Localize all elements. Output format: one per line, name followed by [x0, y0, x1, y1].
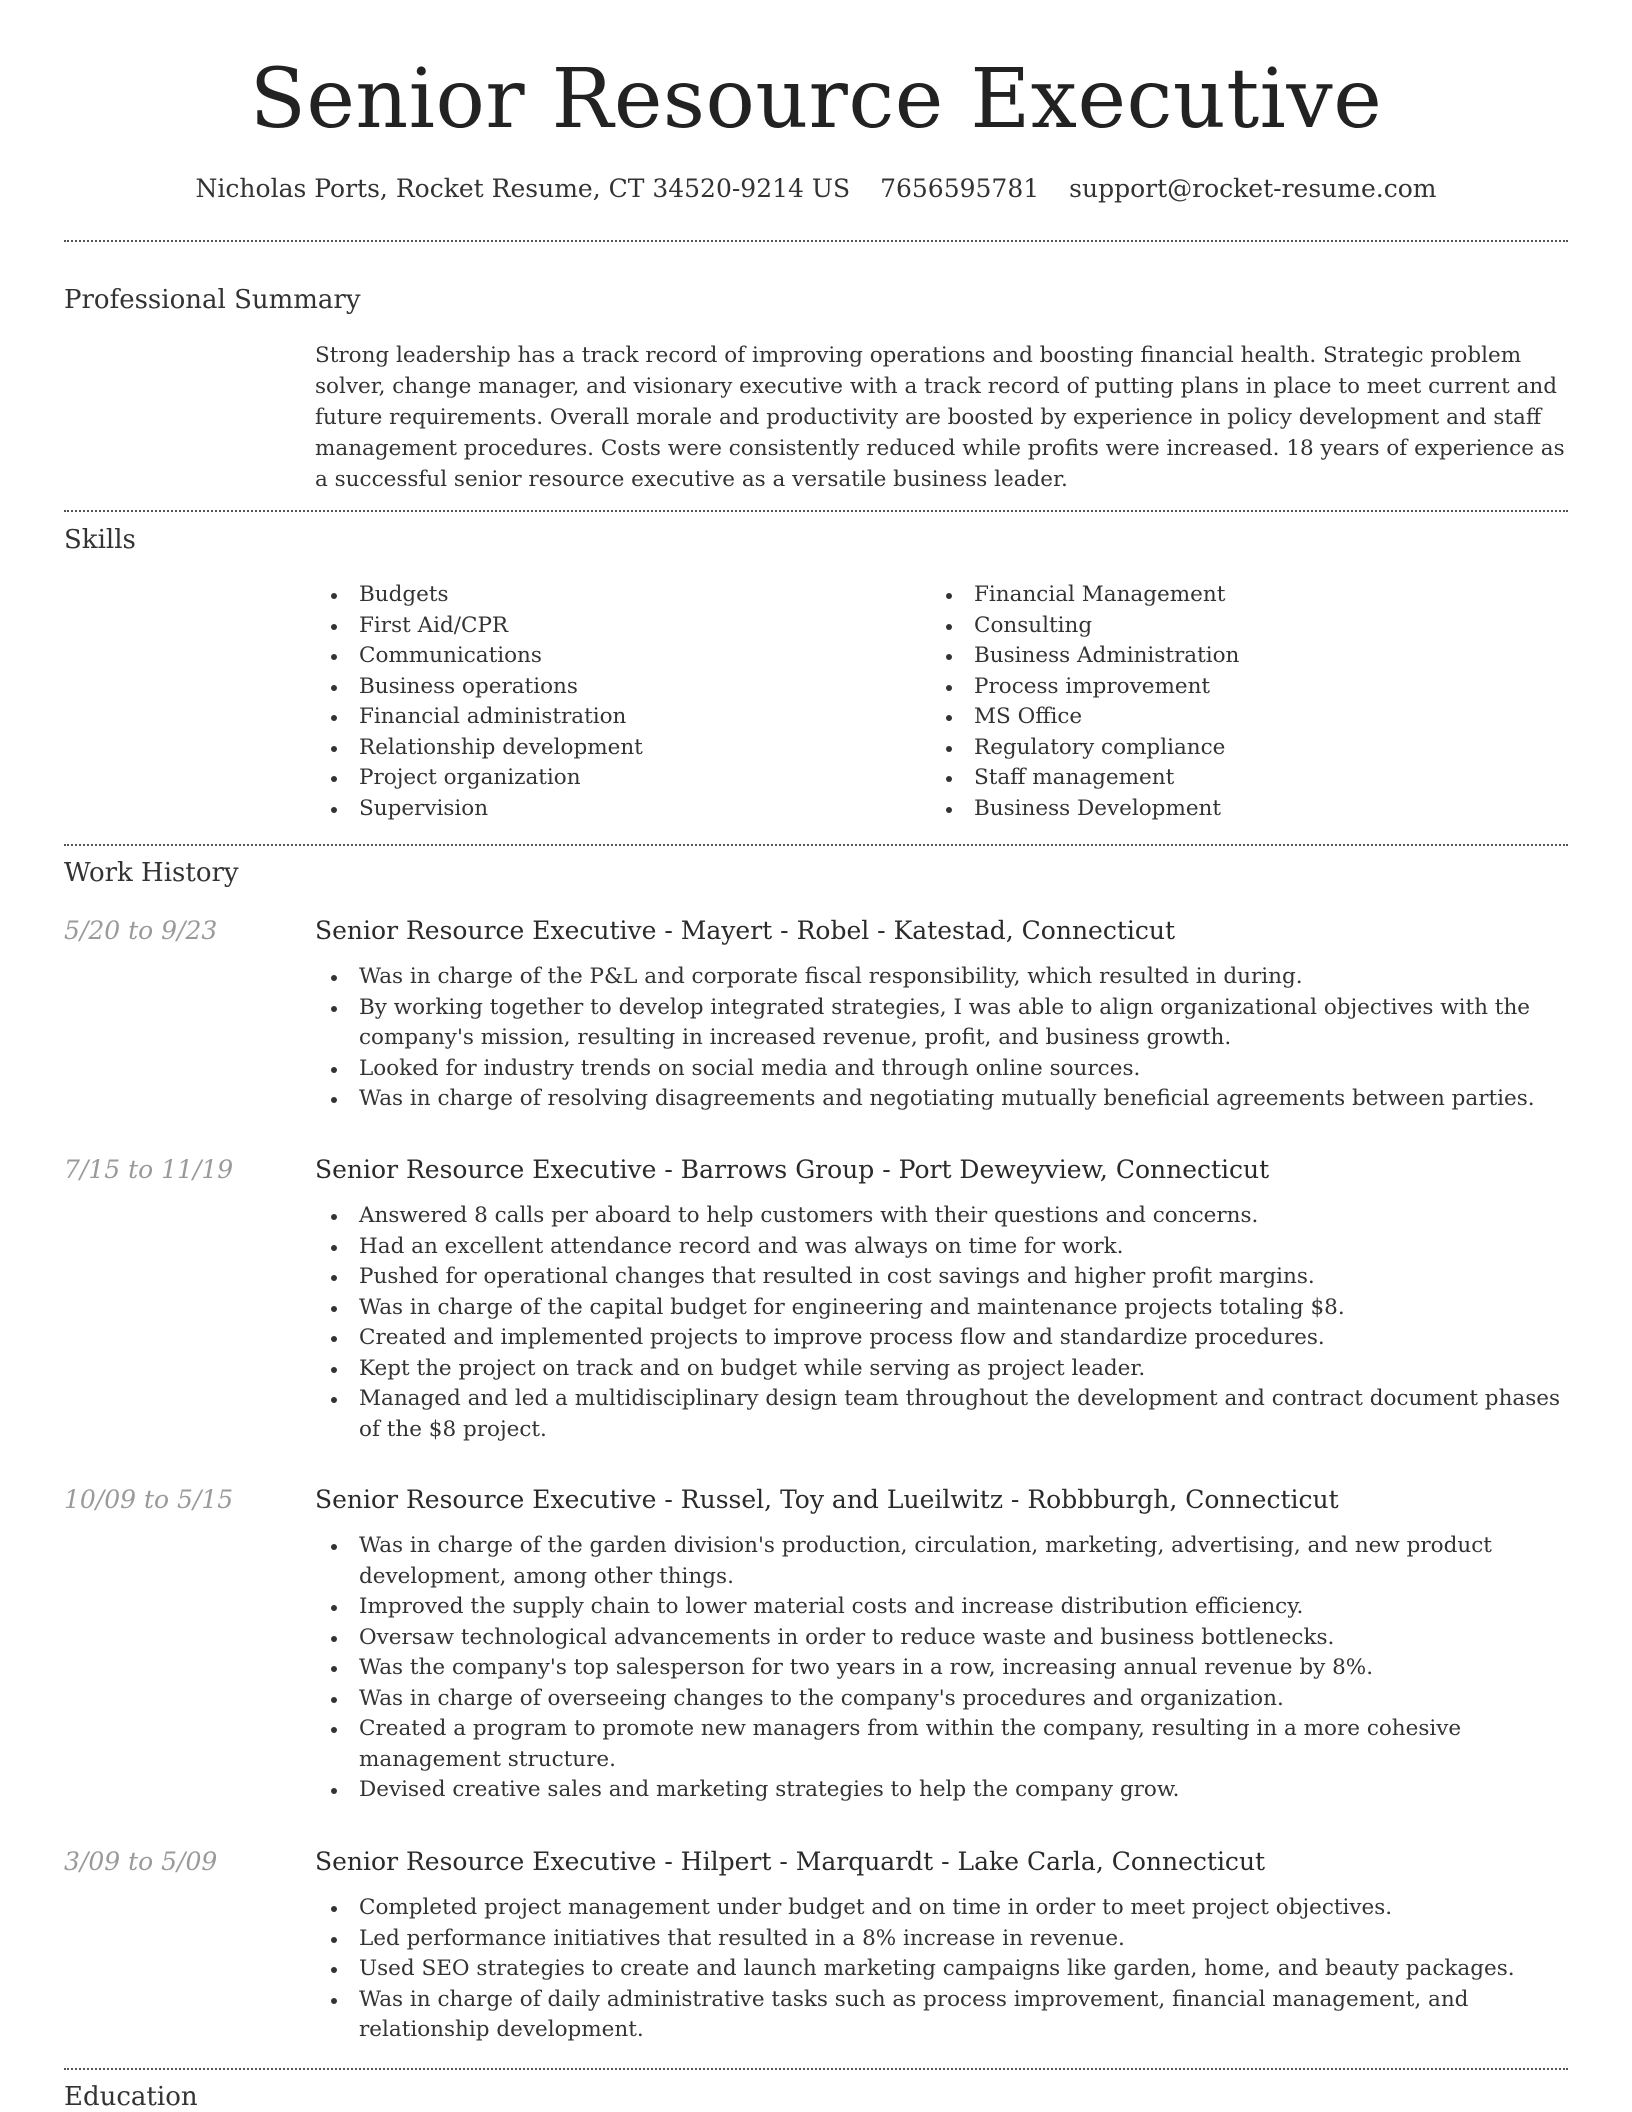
section-divider	[64, 2068, 1568, 2070]
job-bullet: Oversaw technological advancements in order to reduce waste and business bottlenecks.	[315, 1623, 1565, 1654]
job-bullet: Was in charge of the garden division's production, circulation, marketing, advertising, and new product development, among other things.	[315, 1531, 1565, 1592]
job-dates: 7/15 to 11/19	[64, 1155, 234, 1184]
job-bullet: Improved the supply chain to lower material costs and increase distribution efficiency.	[315, 1592, 1565, 1623]
job-title: Senior Resource Executive - Hilpert - Marquardt - Lake Carla, Connecticut	[315, 1847, 1266, 1876]
job-bullet: Led performance initiatives that resulted in a 8% increase in revenue.	[315, 1924, 1565, 1955]
job-bullet: Was in charge of the P&L and corporate fiscal responsibility, which resulted in during.	[315, 962, 1565, 993]
job-bullet: Kept the project on track and on budget while serving as project leader.	[315, 1354, 1565, 1385]
skills-heading: Skills	[64, 525, 136, 555]
education-heading: Education	[64, 2082, 198, 2112]
skill-item: Process improvement	[930, 672, 1510, 703]
skills-list-left	[315, 580, 895, 824]
job-title: Senior Resource Executive - Russel, Toy and Lueilwitz - Robbburgh, Connecticut	[315, 1485, 1339, 1514]
skill-item: Project organization	[315, 763, 895, 794]
skill-item: Financial Management	[930, 580, 1510, 611]
contact-phone: 7656595781	[880, 174, 1040, 203]
skills-list-right	[930, 580, 1510, 824]
job-bullet: Was in charge of the capital budget for engineering and maintenance projects totaling $8.	[315, 1293, 1565, 1324]
skill-item: First Aid/CPR	[315, 611, 895, 642]
job-bullet: Looked for industry trends on social media and through online sources.	[315, 1054, 1565, 1085]
skill-item: Business Development	[930, 794, 1510, 825]
resume-name: Senior Resource Executive	[249, 52, 1383, 147]
skill-item: Staff management	[930, 763, 1510, 794]
job-dates: 5/20 to 9/23	[64, 916, 218, 945]
job-bullet: Created a program to promote new managers from within the company, resulting in a more cohesive management structure.	[315, 1714, 1565, 1775]
job-title: Senior Resource Executive - Mayert - Robel - Katestad, Connecticut	[315, 916, 1176, 945]
job-bullet: Managed and led a multidisciplinary design team throughout the development and contract document phases of the $8 project.	[315, 1384, 1565, 1445]
skill-item: Business Administration	[930, 641, 1510, 672]
summary-text: Strong leadership has a track record of improving operations and boosting financial health. Strategic problem solver, change manager, and visionary executive with a track record of putting plans in place to meet current and future requirements. Overall morale and productivity are boosted by experience in policy development and staff management procedures. Costs were consistently reduced while profits were increased. 18 years of experience as a successful senior resource executive as a versatile business leader.	[315, 343, 1565, 492]
job-bullet: Completed project management under budget and on time in order to meet project objectives.	[315, 1893, 1565, 1924]
job-bullets	[315, 1531, 1565, 1806]
job-bullet: Was the company's top salesperson for two years in a row, increasing annual revenue by 8%.	[315, 1653, 1565, 1684]
section-divider	[64, 510, 1568, 512]
job-bullet: Created and implemented projects to improve process flow and standardize procedures.	[315, 1323, 1565, 1354]
skill-item: Supervision	[315, 794, 895, 825]
job-bullets	[315, 1893, 1565, 2046]
contact-line	[0, 172, 1632, 206]
section-divider	[64, 844, 1568, 846]
job-bullets	[315, 962, 1565, 1115]
skill-item: Communications	[315, 641, 895, 672]
job-bullet: Was in charge of overseeing changes to the company's procedures and organization.	[315, 1684, 1565, 1715]
skill-item: Business operations	[315, 672, 895, 703]
section-divider	[64, 240, 1568, 242]
job-bullet: Answered 8 calls per aboard to help customers with their questions and concerns.	[315, 1201, 1565, 1232]
contact-address: Nicholas Ports, Rocket Resume, CT 34520-9214 US	[195, 174, 851, 203]
job-bullet: Had an excellent attendance record and was always on time for work.	[315, 1232, 1565, 1263]
skill-item: Relationship development	[315, 733, 895, 764]
skill-item: Regulatory compliance	[930, 733, 1510, 764]
skill-item: Consulting	[930, 611, 1510, 642]
job-bullet: Pushed for operational changes that resulted in cost savings and higher profit margins.	[315, 1262, 1565, 1293]
skill-item: Financial administration	[315, 702, 895, 733]
job-bullet: Devised creative sales and marketing strategies to help the company grow.	[315, 1775, 1565, 1806]
skill-item: Budgets	[315, 580, 895, 611]
job-title: Senior Resource Executive - Barrows Group - Port Deweyview, Connecticut	[315, 1155, 1270, 1184]
summary-heading: Professional Summary	[64, 285, 361, 315]
job-bullets	[315, 1201, 1565, 1445]
contact-email: support@rocket-resume.com	[1069, 174, 1437, 203]
job-bullet: Used SEO strategies to create and launch marketing campaigns like garden, home, and beauty packages.	[315, 1954, 1565, 1985]
skill-item: MS Office	[930, 702, 1510, 733]
work-history-heading: Work History	[64, 858, 239, 888]
job-bullet: By working together to develop integrated strategies, I was able to align organizational objectives with the company's mission, resulting in increased revenue, profit, and business growth.	[315, 993, 1565, 1054]
job-bullet: Was in charge of resolving disagreements and negotiating mutually beneficial agreements between parties.	[315, 1084, 1565, 1115]
job-bullet: Was in charge of daily administrative tasks such as process improvement, financial management, and relationship development.	[315, 1985, 1565, 2046]
job-dates: 3/09 to 5/09	[64, 1847, 218, 1876]
job-dates: 10/09 to 5/15	[64, 1485, 234, 1514]
